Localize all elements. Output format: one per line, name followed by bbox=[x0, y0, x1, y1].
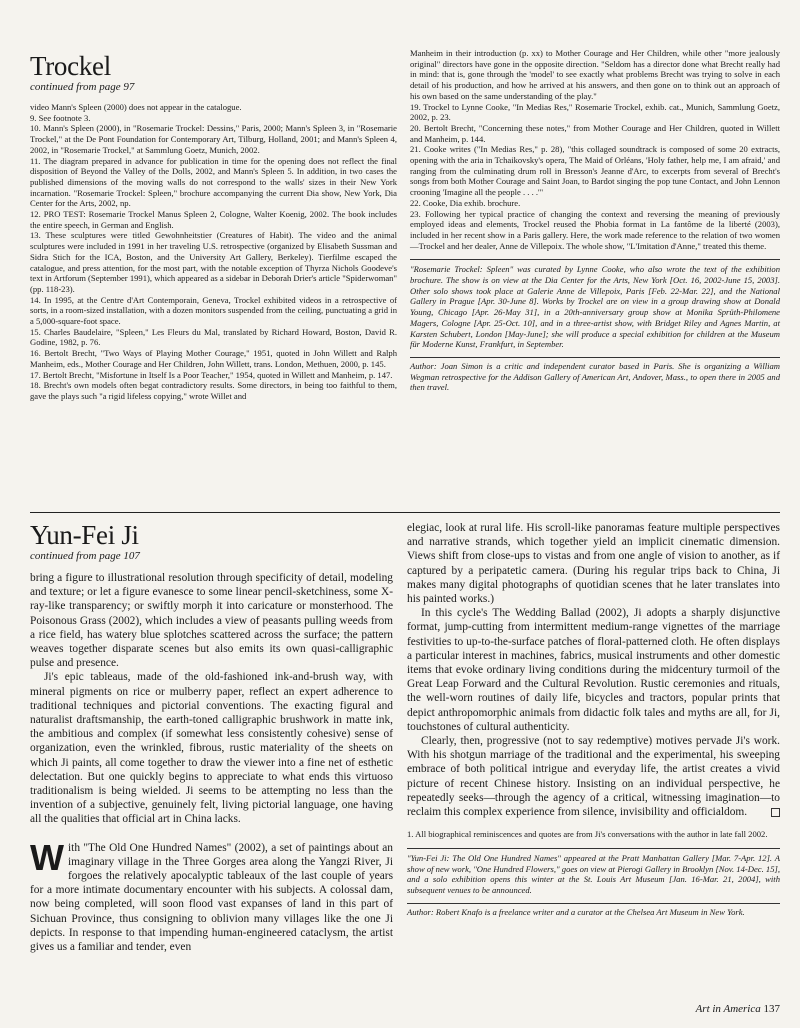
note-paragraph: 21. Cooke writes ("In Medias Res," p. 28), "this collaged soundtrack is composed of some 20 extracts, opening with the aria in Tchaikovsky's opera, The Maid of Orléans, 'Holy father, help me, I am afraid,' and ranging from the culminating drum roll in Bresson's Jeanne d'Arc, to excerpts from several of Brecht's songs from both Mother Courage and Saint Joan, to Bardot singing the pop tune Contact, and John Lennon crooning 'Imagine all the people . . . .'" bbox=[410, 144, 780, 198]
trockel-left-column bbox=[30, 52, 397, 402]
note-paragraph: 11. The diagram prepared in advance for publication in time for the opening does not reflect the final disposition of Beyond the Valley of the Dolls, 2002, and Mann's Spleen 5. In addition, in two cases the published dimensions of the moving walls do not correspond to the walls' sizes in their New York incarnation. "Rosemarie Trockel: Spleen," brochure accompanying the current Dia show, New York, Dia Center for the Arts, 2002, np. bbox=[30, 155, 397, 209]
body-paragraph: Ji's epic tableaus, made of the old-fashioned ink-and-brush way, with mineral pigments on rice or mulberry paper, reflect an expert adherence to traditional techniques and pictorial conventions. The exacting figural and naturalist draftsmanship, the earth-toned calligraphic brushwork in matte ink, the ambitious and complex (if somewhat less consistently cohesive) sense of organization, even the wrinkled, fibrous, rustic materiality of the sheets on which Ji paints, all come together to draw the viewer into a fine net of esthetic delectation. But one quickly begins to appreciate to what ends this virtuoso traditionalism is being wielded. Ji seems to be attempting no less than the invention of a subjective, genuinely felt, living pictorial language, one having all the qualities that official art in China lacks. bbox=[30, 671, 393, 826]
dropcap-paragraph bbox=[30, 836, 393, 955]
section-divider bbox=[30, 512, 780, 513]
note-paragraph: 17. Bertolt Brecht, "Misfortune in Itself Is a Poor Teacher," 1954, quoted in Willett and Manheim, p. 147. bbox=[30, 369, 393, 380]
note-paragraph: 19. Trockel to Lynne Cooke, "In Medias Res," Rosemarie Trockel, exhib. cat., Munich, Sammlung Goetz, 2002, p. 23. bbox=[410, 101, 780, 123]
body-paragraph: elegiac, look at rural life. His scroll-like panoramas feature multiple perspectives and narrative strands, which together yield an implicit cinematic dimension. Views shift from close-ups to vistas and from one angle of vision to another, as if captured by a peripatetic camera. (During his regular trips back to China, Ji makes many digital photographs of quotidian scenes that he later translates into his painted works.) bbox=[407, 522, 780, 606]
trockel-author-note: Author: Joan Simon is a critic and independent curator based in Paris. She is organizing a William Wegman retrospective for the Addison Gallery of American Art, Andover, Mass., to open there in 2005 and then travel. bbox=[410, 357, 780, 393]
yunfeiji-left-column bbox=[30, 521, 393, 954]
note-paragraph: 9. See footnote 3. bbox=[30, 112, 91, 123]
note-paragraph: 15. Charles Baudelaire, "Spleen," Les Fleurs du Mal, translated by Richard Howard, Boston, David R. Godine, 1982, p. 76. bbox=[30, 326, 397, 348]
page-number: 137 bbox=[763, 1003, 780, 1015]
yunfeiji-exhibition-credit: "Yun-Fei Ji: The Old One Hundred Names" appeared at the Pratt Manhattan Gallery [Mar. 7-Apr. 12]. A show of new work, "One Hundred Flowers," goes on view at Pierogi Gallery in Brooklyn [Nov. 14-Dec. 15], and a solo exhibition opens this winter at the St. Louis Art Museum [Jan. 16-Mar. 21, 2004], with subsequent venues to be announced. bbox=[407, 848, 780, 896]
drop-cap-letter: W bbox=[30, 836, 64, 878]
trockel-right-column bbox=[410, 48, 780, 393]
note-paragraph: 18. Brecht's own models often begat contradictory results. Some directors, in being too faithful to them, gave the plays such "a rigid lifeless copying," wrote Willet and bbox=[30, 380, 397, 401]
yunfeiji-continued-line: continued from page 107 bbox=[30, 550, 140, 562]
note-paragraph: 10. Mann's Spleen (2000), in "Rosemarie Trockel: Dessins," Paris, 2000; Mann's Spleen 3, in "Rosemarie Trockel," at the De Pont Foundation for Contemporary Art, Tilburg, Holland, 2001; and Mann's Spleen 4, 2002, in "Rosemarie Trockel," at Sammlung Goetz, Munich, 2002. bbox=[30, 123, 397, 155]
end-mark-icon bbox=[771, 808, 780, 817]
note-paragraph: 23. Following her typical practice of changing the context and reversing the meaning of previously employed ideas and elements, Trockel reused the Phobia format in La fantôme de la liberté (2003), included in her recent show in a Paris gallery. Here, the work made reference to the relation of two women—Trockel and her dealer, Anne de Villepoix. The whole show, "L'Imitation d'Anne," treated this theme. bbox=[410, 208, 780, 251]
note-paragraph: video Mann's Spleen (2000) does not appear in the catalogue. bbox=[30, 102, 242, 112]
note-paragraph: 20. Bertolt Brecht, "Concerning these notes," from Mother Courage and Her Children, quoted in Willett and Manheim, p. 144. bbox=[410, 122, 780, 144]
body-paragraph bbox=[407, 734, 780, 819]
trockel-section bbox=[30, 48, 780, 507]
note-paragraph: 13. These sculptures were titled Gewohnheitstier (Creatures of Habit). The video and the animal sculptures were included in 1991 in her traveling U.S. retrospective (organized by Elisabeth Sussman and Sidra Stich for the ICA, Boston, and the University Art Gallery, Berkeley). Tierfilme escaped the catalogue, and press attention, for the most part, with the notable exception of Thyrza Nichols Goodeve's text in Artforum (September 1991), which appeared as a sidebar in Deborah Drier's article "Spiderwoman" (pp. 118-23). bbox=[30, 230, 397, 294]
magazine-name: Art in America bbox=[695, 1003, 761, 1015]
trockel-notes-right bbox=[410, 48, 780, 251]
note-paragraph: 12. PRO TEST: Rosemarie Trockel Manus Spleen 2, Cologne, Walter Koenig, 2002. The book includes the entire speech, in German and English. bbox=[30, 209, 397, 230]
yunfeiji-footnote: 1. All biographical reminiscences and quotes are from Ji's conversations with the author in late fall 2002. bbox=[407, 829, 768, 840]
body-paragraph: bring a figure to illustrational resolution through specificity of detail, modeling and texture; or let a figure evanesce to some linear pencil-sketchiness, some X-ray-like transparency; or swiftly morph it into caricature or monsterhood. The Poisonous Grass (2002), which includes a view of peasants pulling weeds from a rice field, has watery blue splotches scattered across the surface; the pattern weaves together disparate scenes but also emits its own quasi-calligraphic pulse and presence. bbox=[30, 572, 393, 670]
note-paragraph: 14. In 1995, at the Centre d'Art Contemporain, Geneva, Trockel exhibited videos in a retrospective of sorts, in a room-sized installation, with a dozen monitors suspended from the ceiling, punctuating a grid in a 5,000-square-foot space. bbox=[30, 294, 397, 327]
yunfeiji-body-right bbox=[407, 521, 780, 819]
note-paragraph: Manheim in their introduction (p. xx) to Mother Courage and Her Children, while other "more jealously original" directors have gone in the opposite direction. "Seldom has a director done what Brecht really had in mind: that is, gone through the 'model' to see exactly what problems Brecht was trying to solve in each detail of his production, and how he arrived at his answers, and then gone on to think out an approach of his own based on the same understanding of the play." bbox=[410, 48, 780, 101]
note-paragraph: 22. Cooke, Dia exhib. brochure. bbox=[410, 197, 521, 208]
yunfeiji-section bbox=[30, 521, 780, 991]
body-paragraph: In this cycle's The Wedding Ballad (2002), Ji adopts a sharply disjunctive format, jump-cutting from intermittent medium-range vignettes of the marriage festivities to up-to-the-surface patches of floral-patterned cloth. He often displays a particular interest in machines, fabrics, musical instruments and other domestic items that evoke ordinary living conditions during the midcentury turmoil of the Great Leap Forward and the Cultural Revolution. Rustic ceremonies and rituals, the well-worn routines of daily life, bicycles and tractors, popular prints that depict anthropomorphic animals from didactic folk tales and myths are all, for Ji, touchstones of cultural authenticity. bbox=[407, 607, 780, 733]
yunfeiji-right-column bbox=[407, 521, 780, 917]
body-paragraph-text: Clearly, then, progressive (not to say redemptive) motives pervade Ji's work. With his shotgun marriage of the traditional and the experimental, his sweeping embrace of both political intrigue and everyday life, the artist creates a vivid picture of recent Chinese history. Insisting on an individual perspective, he repeatedly seeks—through the agency of a critical, witnessing imagination—to reclaim this complex experience from silence, invisibility and officialdom. bbox=[407, 735, 780, 819]
trockel-exhibition-credit: "Rosemarie Trockel: Spleen" was curated by Lynne Cooke, who also wrote the text of the exhibition brochure. The show is on view at the Dia Center for the Arts, New York [Oct. 16, 2002-June 15, 2003]. Other solo shows took place at Galerie Anne de Villepoix, Paris [Feb. 22-Mar. 22], and the National Gallery in Prague [Apr. 30-June 8]. Works by Trockel are on view in a group drawing show at Donald Young, Chicago [Apr. 26-May 31], in a 20th-anniversary group show at Monika Sprüth-Philomene Magers, Cologne [Apr. 25-Oct. 10], and in a three-artist show, with Bridget Riley and Agnes Martin, at Karsten Schubert, London [May-June]; she will produce a special exhibition for children at the Museum für Moderne Kunst, Frankfurt, in September. bbox=[410, 259, 780, 350]
trockel-continued-line: continued from page 97 bbox=[30, 81, 135, 93]
dropcap-paragraph-text: ith "The Old One Hundred Names" (2002), a set of paintings about an imaginary village in the Three Gorges area along the Yangzi River, Ji forgoes the relatively apocalyptic tableaux of the last couple of years for a more intimate documentary encounter with his subjects. A colossal dam, now being completed, will soon flood vast expanses of land in this part of Sichuan Province, thus consigning to oblivion many villages like the one Ji depicts. In response to that impending human-engineered cataclysm, the artist gives us a familiar and tender, even bbox=[30, 841, 393, 954]
yunfeiji-title: Yun-Fei Ji bbox=[30, 520, 139, 550]
page-footer bbox=[696, 1003, 780, 1015]
note-paragraph: 16. Bertolt Brecht, "Two Ways of Playing Mother Courage," 1951, quoted in John Willett and Ralph Manheim, eds., Mother Courage and Her Children, John Willett, trans. London, Methuen, 2000, p. 145. bbox=[30, 348, 397, 369]
yunfeiji-body-left bbox=[30, 571, 393, 954]
yunfeiji-author-note: Author: Robert Knafo is a freelance writer and a curator at the Chelsea Art Museum in New York. bbox=[407, 903, 780, 918]
trockel-title: Trockel bbox=[30, 51, 111, 81]
trockel-notes-left bbox=[30, 102, 397, 402]
